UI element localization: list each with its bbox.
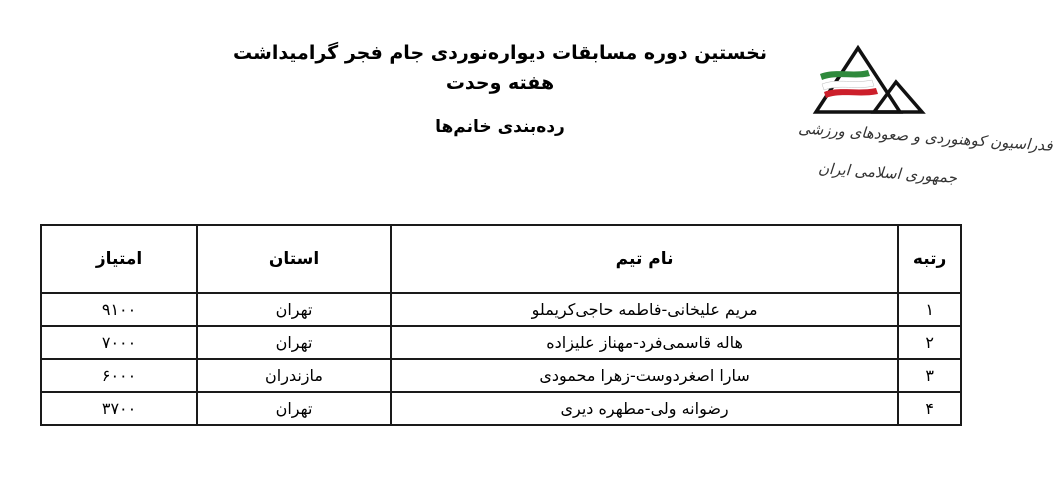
mountain-flag-icon [796,40,966,130]
table-row [41,326,961,359]
cell-province: تهران [197,392,391,425]
cell-team: سارا اصغردوست-زهرا محمودی [391,359,898,392]
header-team: نام تیم [391,225,898,293]
cell-team: مریم علیخانی-فاطمه حاجی‌کریملو [391,293,898,326]
cell-rank: ۳ [898,359,961,392]
page-title: نخستین دوره مسابقات دیواره‌نوردی جام فجر گرامیداشت هفته وحدت [233,42,767,94]
results-table [40,224,962,426]
table-row [41,293,961,326]
cell-rank: ۴ [898,392,961,425]
table-row [41,392,961,425]
cell-team: رضوانه ولی-مطهره دیری [391,392,898,425]
cell-score: ۳۷۰۰ [41,392,197,425]
logo-text-federation: فدراسیون کوهنوردی و صعودهای ورزشی [797,119,1053,155]
cell-rank: ۲ [898,326,961,359]
federation-logo [796,40,1053,200]
header-score: امتیاز [41,225,197,293]
cell-team: هاله قاسمی‌فرد-مهناز علیزاده [391,326,898,359]
cell-province: مازندران [197,359,391,392]
table-row [41,359,961,392]
cell-score: ۶۰۰۰ [41,359,197,392]
logo-text-country: جمهوری اسلامی ایران [817,159,958,187]
cell-rank: ۱ [898,293,961,326]
cell-score: ۹۱۰۰ [41,293,197,326]
table-header-row [41,225,961,293]
page-subtitle: رده‌بندی خانم‌ها [435,117,565,137]
cell-score: ۷۰۰۰ [41,326,197,359]
header-rank: رتبه [898,225,961,293]
header-province: استان [197,225,391,293]
cell-province: تهران [197,326,391,359]
cell-province: تهران [197,293,391,326]
